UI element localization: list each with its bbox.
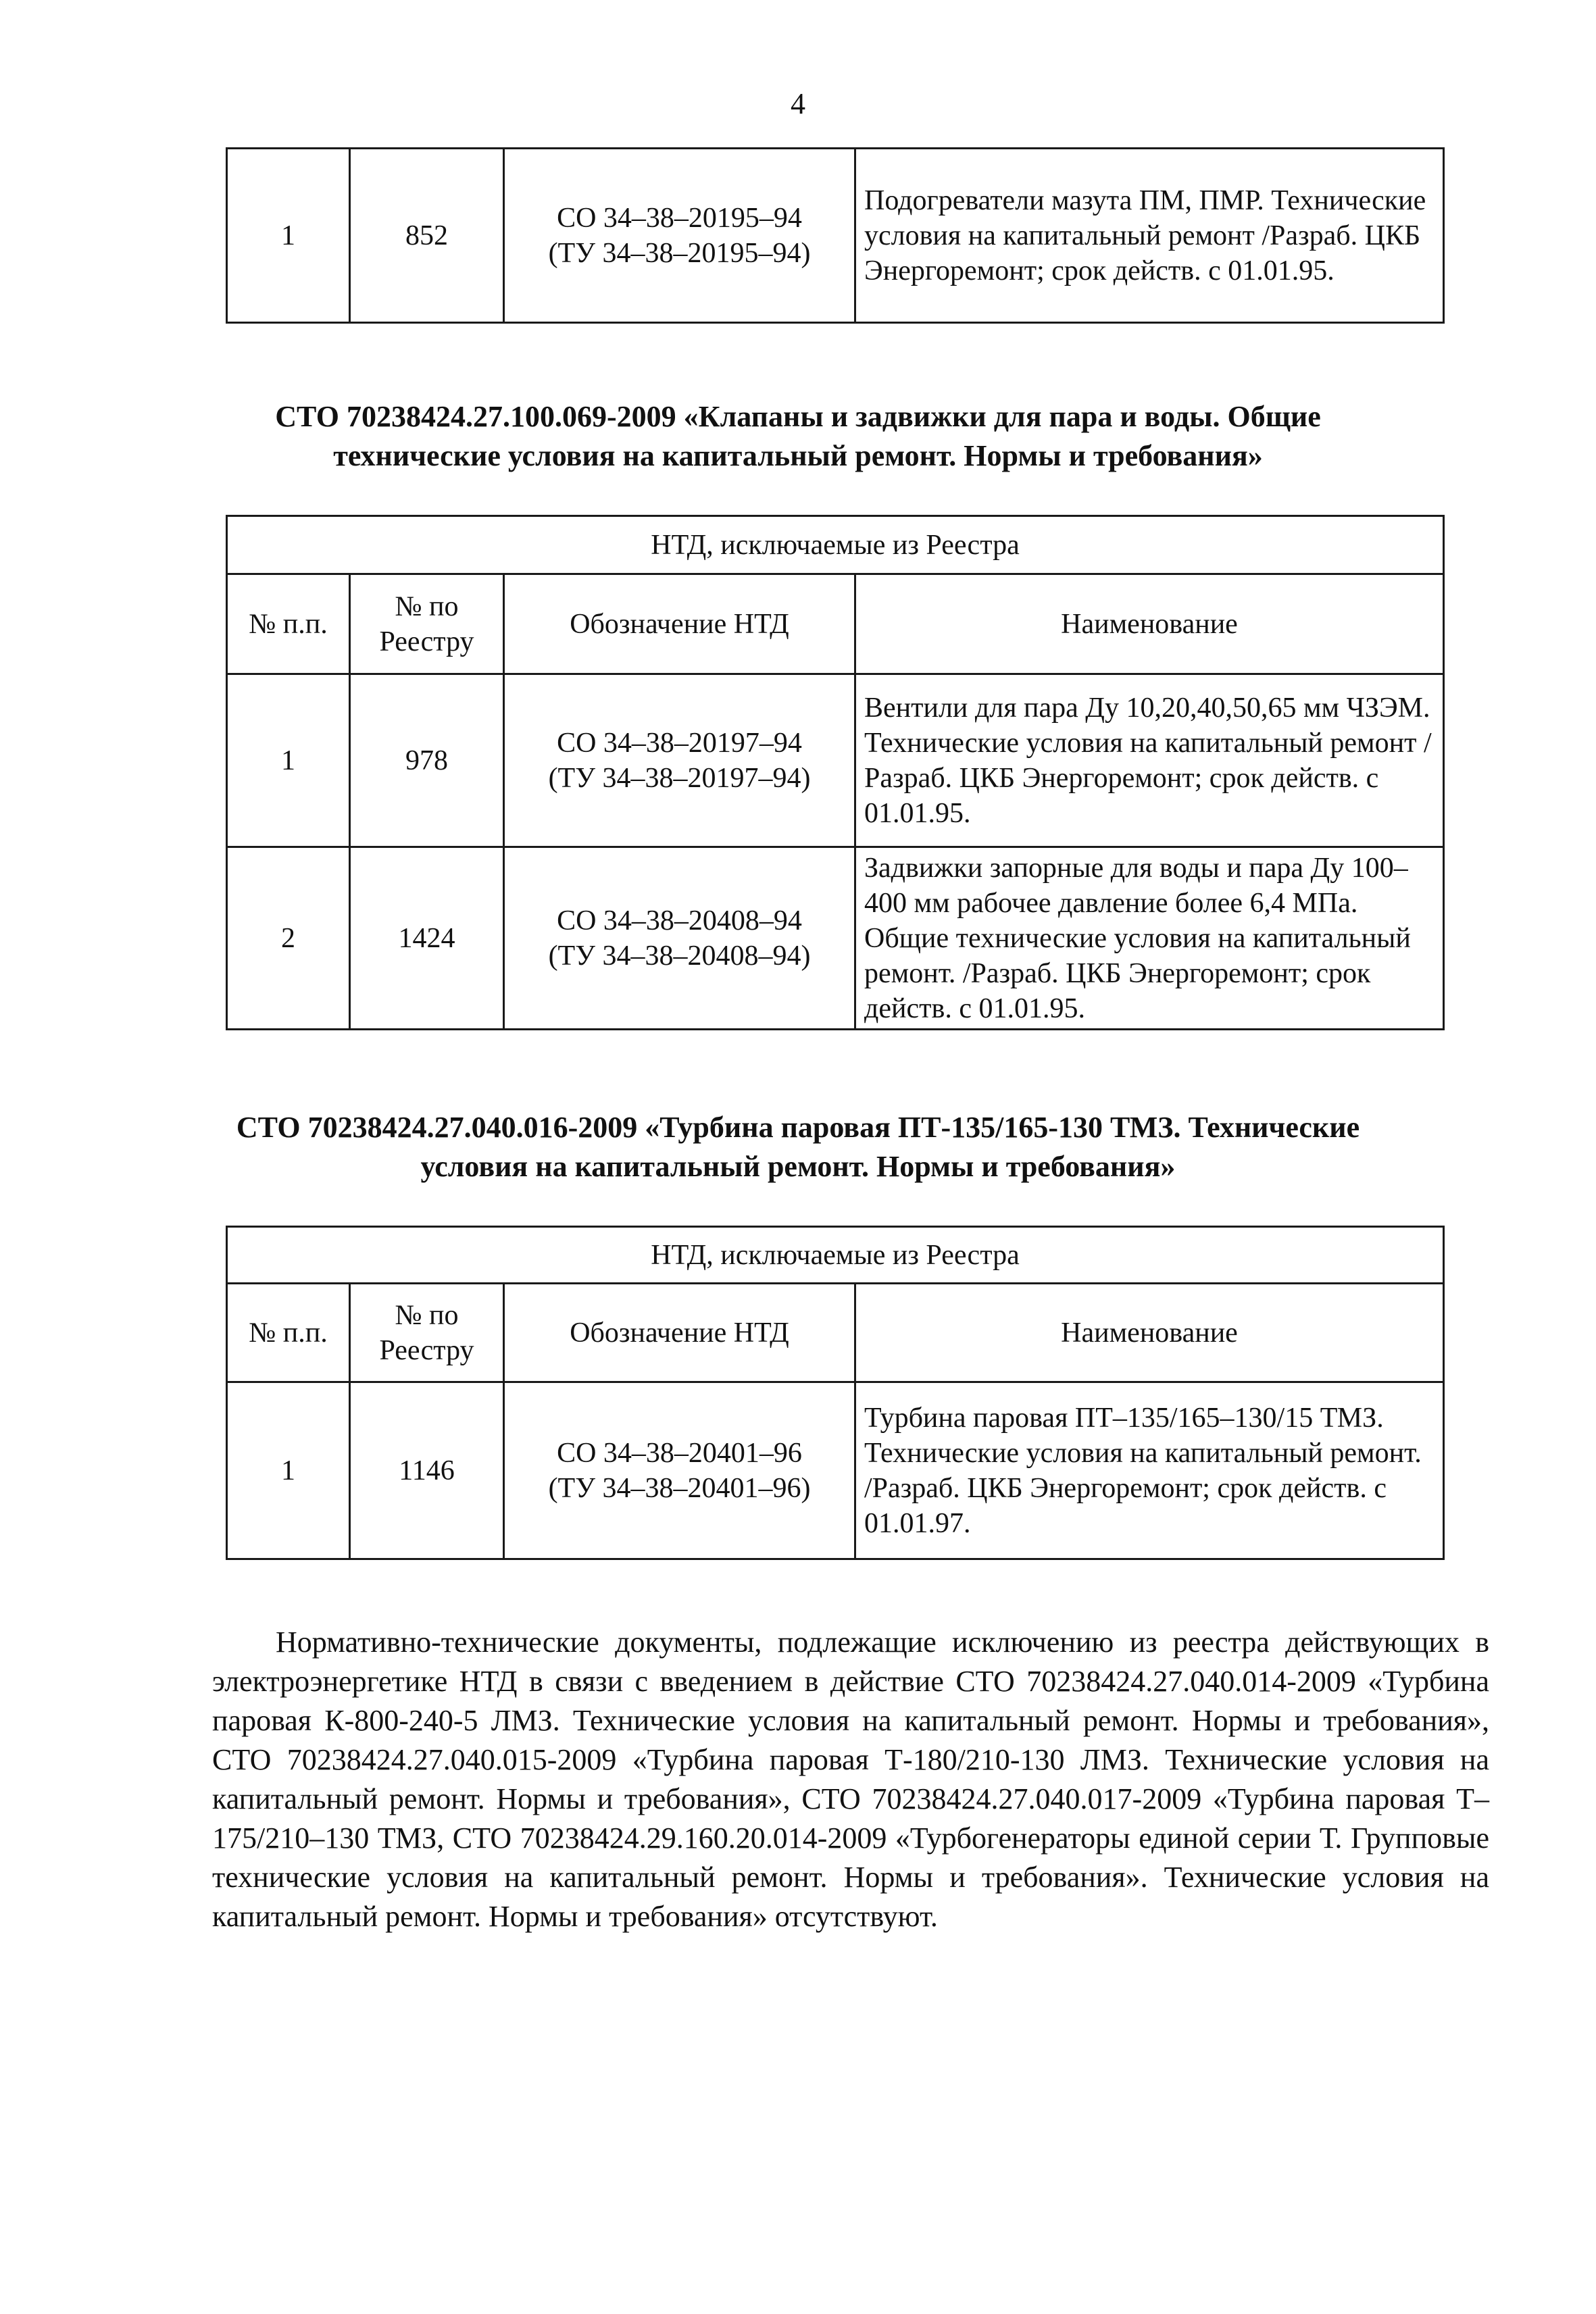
registry-number: 1424	[350, 847, 504, 1030]
table-row	[227, 149, 1444, 323]
header-name: Наименование	[855, 574, 1444, 674]
heading-line: СТО 70238424.27.100.069-2009 «Клапаны и задвижки для пара и воды. Общие	[275, 400, 1321, 433]
section-heading	[135, 397, 1461, 476]
row-number: 1	[227, 1382, 350, 1559]
registry-number: 852	[350, 149, 504, 323]
ntd-name: Турбина паровая ПТ–135/165–130/15 ТМЗ. Технические условия на капитальный ремонт. /Разраб. ЦКБ Энергоремонт; срок действ. с 01.01.97.	[855, 1382, 1444, 1559]
excluded-ntd-table	[226, 1226, 1445, 1560]
ntd-code-so: СО 34–38–20408–94	[557, 905, 802, 936]
table-row	[227, 674, 1444, 847]
ntd-code-so: СО 34–38–20195–94	[557, 202, 802, 234]
heading-line: условия на капитальный ремонт. Нормы и требования»	[420, 1150, 1176, 1183]
ntd-code-so: СО 34–38–20401–96	[557, 1437, 802, 1469]
header-registry-line: № по	[395, 1299, 459, 1331]
table-caption: НТД, исключаемые из Реестра	[227, 516, 1444, 574]
page-number: 4	[791, 87, 805, 120]
table-row	[227, 847, 1444, 1030]
header-registry-line: № по	[395, 590, 459, 622]
header-name: Наименование	[855, 1284, 1444, 1382]
ntd-name: Задвижки запорные для воды и пара Ду 100–400 мм рабочее давление более 6,4 МПа. Общие технические условия на капитальный ремонт. /Разраб. ЦКБ Энергоремонт; срок действ. с 01.01.95.	[855, 847, 1444, 1030]
header-registry	[350, 574, 504, 674]
heading-line: СТО 70238424.27.040.016-2009 «Турбина паровая ПТ-135/165-130 ТМЗ. Технические	[236, 1111, 1360, 1144]
continued-table	[226, 147, 1445, 324]
section-heading	[135, 1108, 1461, 1186]
header-registry-line: Реестру	[379, 626, 474, 657]
ntd-code-so: СО 34–38–20197–94	[557, 727, 802, 759]
ntd-code-tu: (ТУ 34–38–20197–94)	[548, 762, 811, 794]
header-code: Обозначение НТД	[504, 574, 855, 674]
registry-number: 1146	[350, 1382, 504, 1559]
header-registry-line: Реестру	[379, 1334, 474, 1366]
ntd-code	[504, 674, 855, 847]
ntd-code-tu: (ТУ 34–38–20401–96)	[548, 1472, 811, 1504]
ntd-name: Вентили для пара Ду 10,20,40,50,65 мм ЧЗЭМ. Технические условия на капитальный ремонт /Разраб. ЦКБ Энергоремонт; срок действ. с 01.01.95.	[855, 674, 1444, 847]
registry-number: 978	[350, 674, 504, 847]
row-number: 1	[227, 674, 350, 847]
row-number: 2	[227, 847, 350, 1030]
row-number: 1	[227, 149, 350, 323]
table-caption: НТД, исключаемые из Реестра	[227, 1227, 1444, 1284]
ntd-code-tu: (ТУ 34–38–20195–94)	[548, 237, 811, 269]
body-paragraph: Нормативно-технические документы, подлежащие исключению из реестра действующих в электроэнергетике НТД в связи с введением в действие СТО 70238424.27.040.014-2009 «Турбина паровая К-800-240-5 ЛМЗ. Технические условия на капитальный ремонт. Нормы и требования», СТО 70238424.27.040.015-2009 «Турбина паровая Т-180/210-130 ЛМЗ. Технические условия на капитальный ремонт. Нормы и требования», СТО 70238424.27.040.017-2009 «Турбина паровая Т–175/210–130 ТМЗ, СТО 70238424.29.160.20.014-2009 «Турбогенераторы единой серии Т. Групповые технические условия на капитальный ремонт. Нормы и требования». Технические условия на капитальный ремонт. Нормы и требования» отсутствуют.	[212, 1626, 1489, 1933]
ntd-code	[504, 847, 855, 1030]
header-code: Обозначение НТД	[504, 1284, 855, 1382]
table-row	[227, 1382, 1444, 1559]
heading-line: технические условия на капитальный ремонт. Нормы и требования»	[333, 439, 1263, 472]
header-num: № п.п.	[227, 574, 350, 674]
ntd-code	[504, 1382, 855, 1559]
excluded-ntd-table	[226, 515, 1445, 1030]
header-registry	[350, 1284, 504, 1382]
ntd-name: Подогреватели мазута ПМ, ПМР. Технические условия на капитальный ремонт /Разраб. ЦКБ Энергоремонт; срок действ. с 01.01.95.	[855, 149, 1444, 323]
ntd-code-tu: (ТУ 34–38–20408–94)	[548, 940, 811, 972]
ntd-code	[504, 149, 855, 323]
header-num: № п.п.	[227, 1284, 350, 1382]
